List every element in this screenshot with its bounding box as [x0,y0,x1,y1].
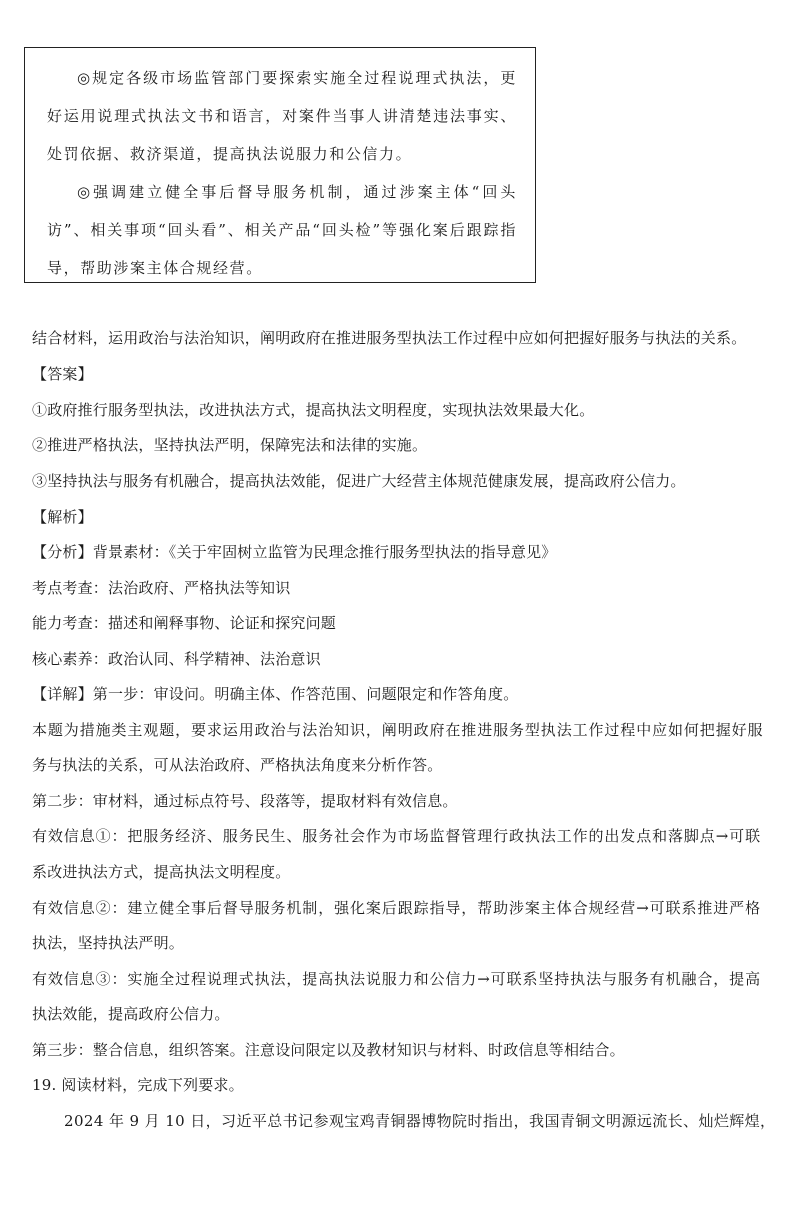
analysis-background: 【分析】背景素材：《关于牢固树立监管为民理念推行服务型执法的指导意见》 [32,543,557,561]
detail-paragraph: 务与执法的关系，可从法治政府、严格执法角度来分析作答。 [32,756,443,774]
detail-step-3: 第三步：整合信息，组织答案。注意设问限定以及教材知识与材料、时政信息等相结合。 [32,1041,625,1059]
detail-step-1: 【详解】第一步：审设问。明确主体、作答范围、问题限定和作答角度。 [32,685,519,703]
detail-step-2: 第二步：审材料，通过标点符号、段落等，提取材料有效信息。 [32,792,458,810]
analysis-ability: 能力考查：描述和阐释事物、论证和探究问题 [32,614,337,632]
question-text: 结合材料，运用政治与法治知识，阐明政府在推进服务型执法工作过程中应如何把握好服务与执法的关系。 [32,329,747,347]
effective-info-3: 有效信息③：实施全过程说理式执法，提高执法说服力和公信力→可联系坚持执法与服务有机融合，提高 [32,970,761,988]
answer-heading: 【答案】 [32,365,93,383]
effective-info-1: 有效信息①：把服务经济、服务民生、服务社会作为市场监督管理行政执法工作的出发点和落脚点→可联 [32,827,761,845]
material-box [24,47,536,283]
question-19-heading: 19. 阅读材料，完成下列要求。 [32,1076,244,1094]
material-paragraph: ◎规定各级市场监管部门要探索实施全过程说理式执法，更好运用说理式执法文书和语言，对案件当事人讲清楚违法事实、处罚依据、救济渠道，提高执法说服力和公信力。 [47,69,517,163]
analysis-heading: 【解析】 [32,508,93,526]
analysis-core-literacy: 核心素养：政治认同、科学精神、法治意识 [32,650,321,668]
effective-info-2: 执法，坚持执法严明。 [32,934,185,952]
answer-point-2: ②推进严格执法，坚持执法严明，保障宪法和法律的实施。 [32,436,428,454]
answer-point-1: ①政府推行服务型执法，改进执法方式，提高执法文明程度，实现执法效果最大化。 [32,401,595,419]
effective-info-2: 有效信息②：建立健全事后督导服务机制，强化案后跟踪指导，帮助涉案主体合规经营→可联系推进严格 [32,899,761,917]
effective-info-1: 系改进执法方式，提高执法文明程度。 [32,863,291,881]
analysis-knowledge-points: 考点考查：法治政府、严格执法等知识 [32,579,291,597]
detail-paragraph: 本题为措施类主观题，要求运用政治与法治知识，阐明政府在推进服务型执法工作过程中应如何把握好服 [32,721,764,739]
material-paragraph: ◎强调建立健全事后督导服务机制，通过涉案主体“回头访”、相关事项“回头看”、相关产品“回头检”等强化案后跟踪指导，帮助涉案主体合规经营。 [47,183,517,277]
answer-point-3: ③坚持执法与服务有机融合，提高执法效能，促进广大经营主体规范健康发展，提高政府公信力。 [32,472,686,490]
question-19-material: 2024 年 9 月 10 日，习近平总书记参观宝鸡青铜器博物院时指出，我国青铜文明源远流长、灿烂辉煌， [64,1112,776,1130]
effective-info-3: 执法效能，提高政府公信力。 [32,1005,230,1023]
